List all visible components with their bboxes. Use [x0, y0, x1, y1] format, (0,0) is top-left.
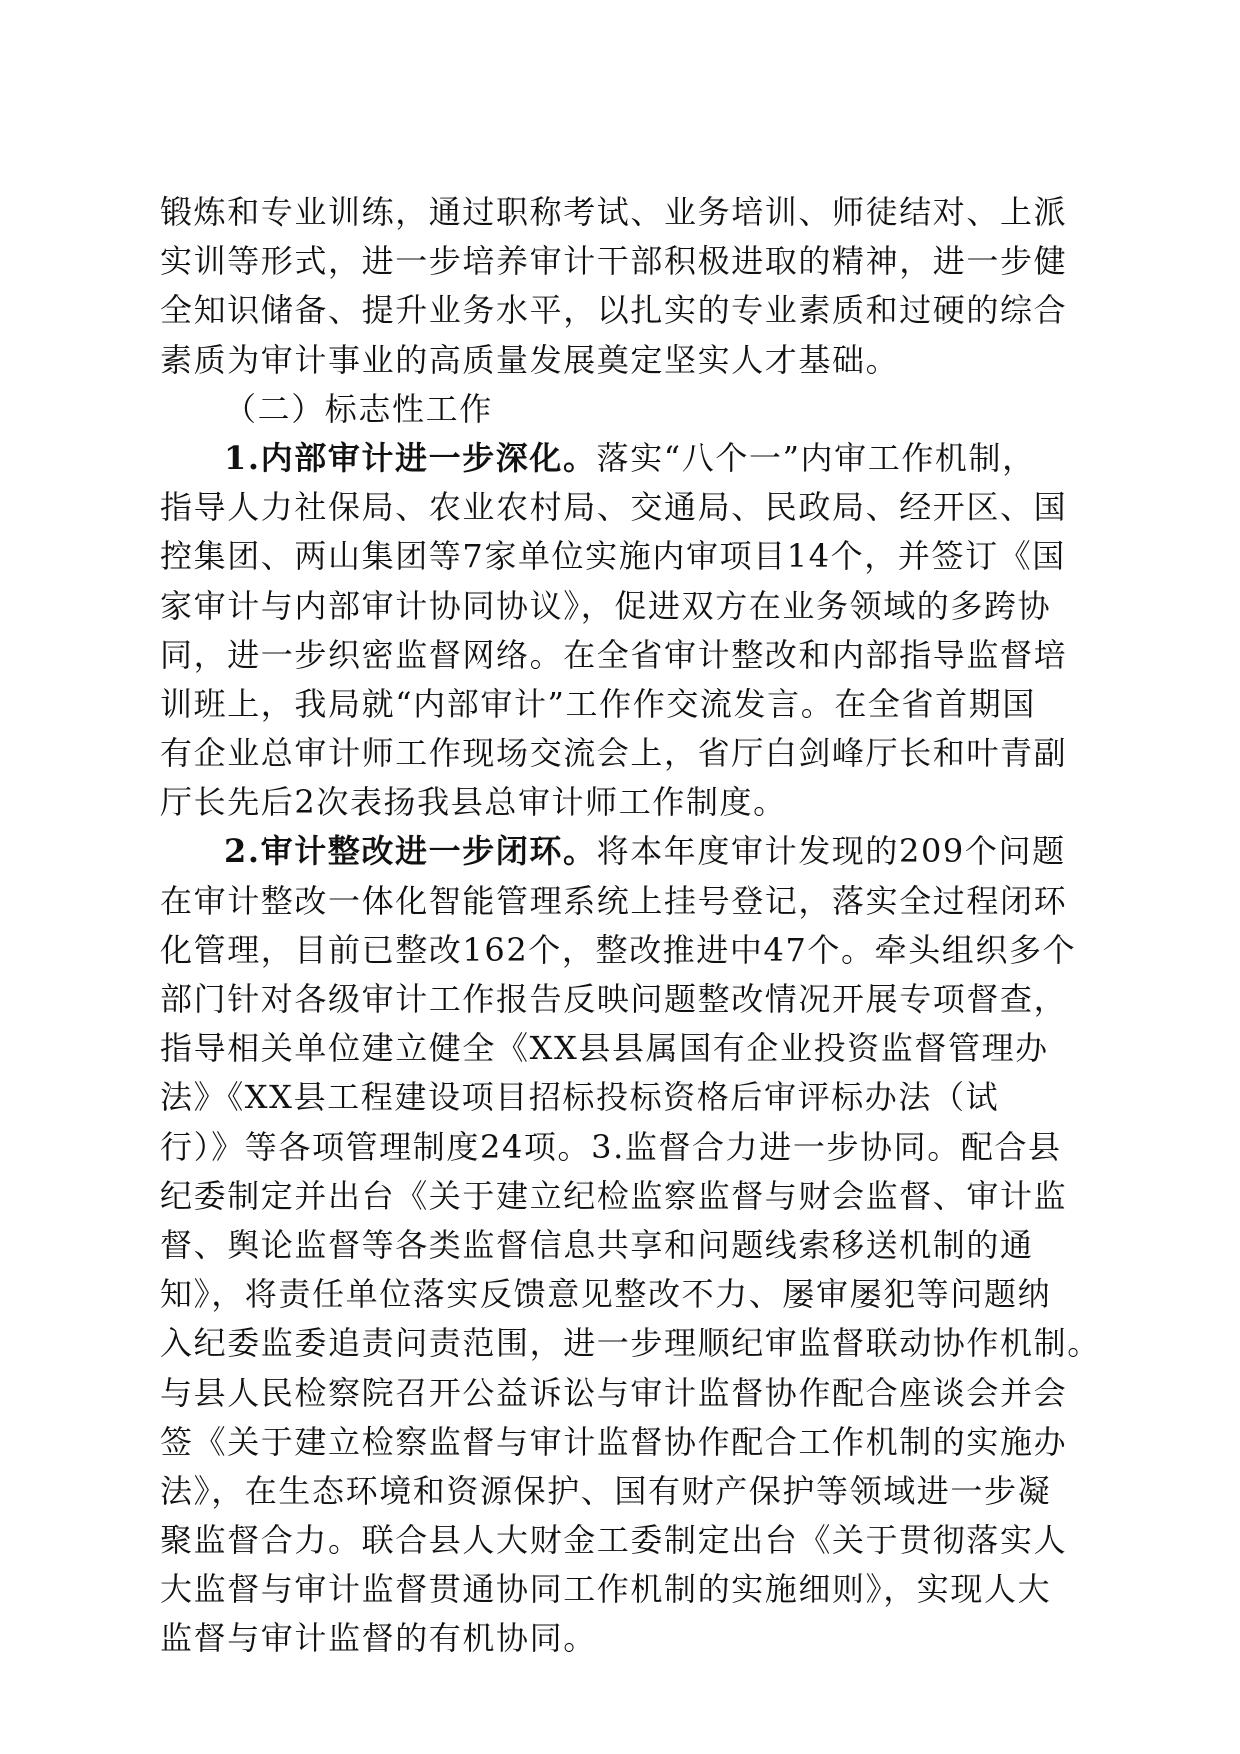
- paragraph-line: 有企业总审计师工作现场交流会上，省厅白剑峰厅长和叶青副: [160, 734, 1068, 773]
- paragraph-line: 与县人民检察院召开公益诉讼与审计监督协作配合座谈会并会: [160, 1373, 1068, 1412]
- paragraph-text: 落实“八个一”内审工作机制，: [596, 438, 1036, 477]
- paragraph-line: 锻炼和专业训练，通过职称考试、业务培训、师徒结对、上派: [160, 193, 1068, 231]
- paragraph-text: 将本年度审计发现的209个问题: [596, 832, 1066, 871]
- paragraph-line: 督、舆论监督等各类监督信息共享和问题线索移送机制的通: [160, 1225, 1034, 1264]
- paragraph-line: 监督与审计监督的有机协同。: [160, 1619, 597, 1658]
- paragraph-line: 指导人力社保局、农业农村局、交通局、民政局、经开区、国: [160, 488, 1068, 527]
- paragraph-line: 实训等形式，进一步培养审计干部积极进取的精神，进一步健: [160, 242, 1068, 281]
- paragraph-line: 素质为审计事业的高质量发展奠定坚实人才基础。: [160, 340, 900, 379]
- paragraph-line: 同，进一步织密监督网络。在全省审计整改和内部指导监督培: [160, 635, 1068, 674]
- paragraph-line: 法》，在生态环境和资源保护、国有财产保护等领域进一步凝: [160, 1471, 1052, 1510]
- paragraph-line: 指导相关单位建立健全《XX县县属国有企业投资监督管理办: [160, 1029, 1049, 1068]
- paragraph-line: 在审计整改一体化智能管理系统上挂号登记，落实全过程闭环: [160, 881, 1068, 920]
- paragraph-line: 家审计与内部审计协同协议》，促进双方在业务领域的多跨协: [160, 586, 1052, 625]
- paragraph-line: 部门针对各级审计工作报告反映问题整改情况开展专项督查，: [160, 980, 1068, 1018]
- item-heading-2: 2.审计整改进一步闭环。: [224, 832, 597, 871]
- section-heading: （二）标志性工作: [224, 389, 493, 428]
- paragraph-line: 全知识储备、提升业务水平，以扎实的专业素质和过硬的综合: [160, 291, 1068, 330]
- paragraph-line: 厅长先后2次表扬我县总审计师工作制度。: [160, 783, 787, 822]
- paragraph-first-line: [160, 827, 1080, 876]
- paragraph-line: 签《关于建立检察监督与审计监督协作配合工作机制的实施办: [160, 1422, 1068, 1461]
- paragraph-line: 大监督与审计监督贯通协同工作机制的实施细则》，实现人大: [160, 1570, 1052, 1609]
- paragraph-line: 训班上，我局就“内部审计”工作作交流发言。在全省首期国: [160, 684, 1036, 723]
- paragraph-line: 控集团、两山集团等7家单位实施内审项目14个，并签订《国: [160, 537, 1066, 576]
- item-heading-1: 1.内部审计进一步深化。: [224, 438, 597, 477]
- paragraph-line: 行）》等各项管理制度24项。3.监督合力进一步协同。配合县: [160, 1127, 1062, 1166]
- paragraph-line: 化管理，目前已整改162个，整改推进中47个。牵头组织多个: [160, 930, 1077, 969]
- paragraph-line: 入纪委监委追责问责范围，进一步理顺纪审监督联动协作机制。: [160, 1324, 1101, 1363]
- paragraph-line: 聚监督合力。联合县人大财金工委制定出台《关于贯彻落实人: [160, 1521, 1068, 1560]
- paragraph-line: 法》《XX县工程建设项目招标投标资格后审评标办法（试: [160, 1078, 1000, 1117]
- paragraph-first-line: [160, 434, 1080, 483]
- paragraph-line: 纪委制定并出台《关于建立纪检监察监督与财会监督、审计监: [160, 1176, 1068, 1215]
- document-page: [160, 188, 1101, 1664]
- paragraph-line: 知》，将责任单位落实反馈意见整改不力、屡审屡犯等问题纳: [160, 1275, 1052, 1314]
